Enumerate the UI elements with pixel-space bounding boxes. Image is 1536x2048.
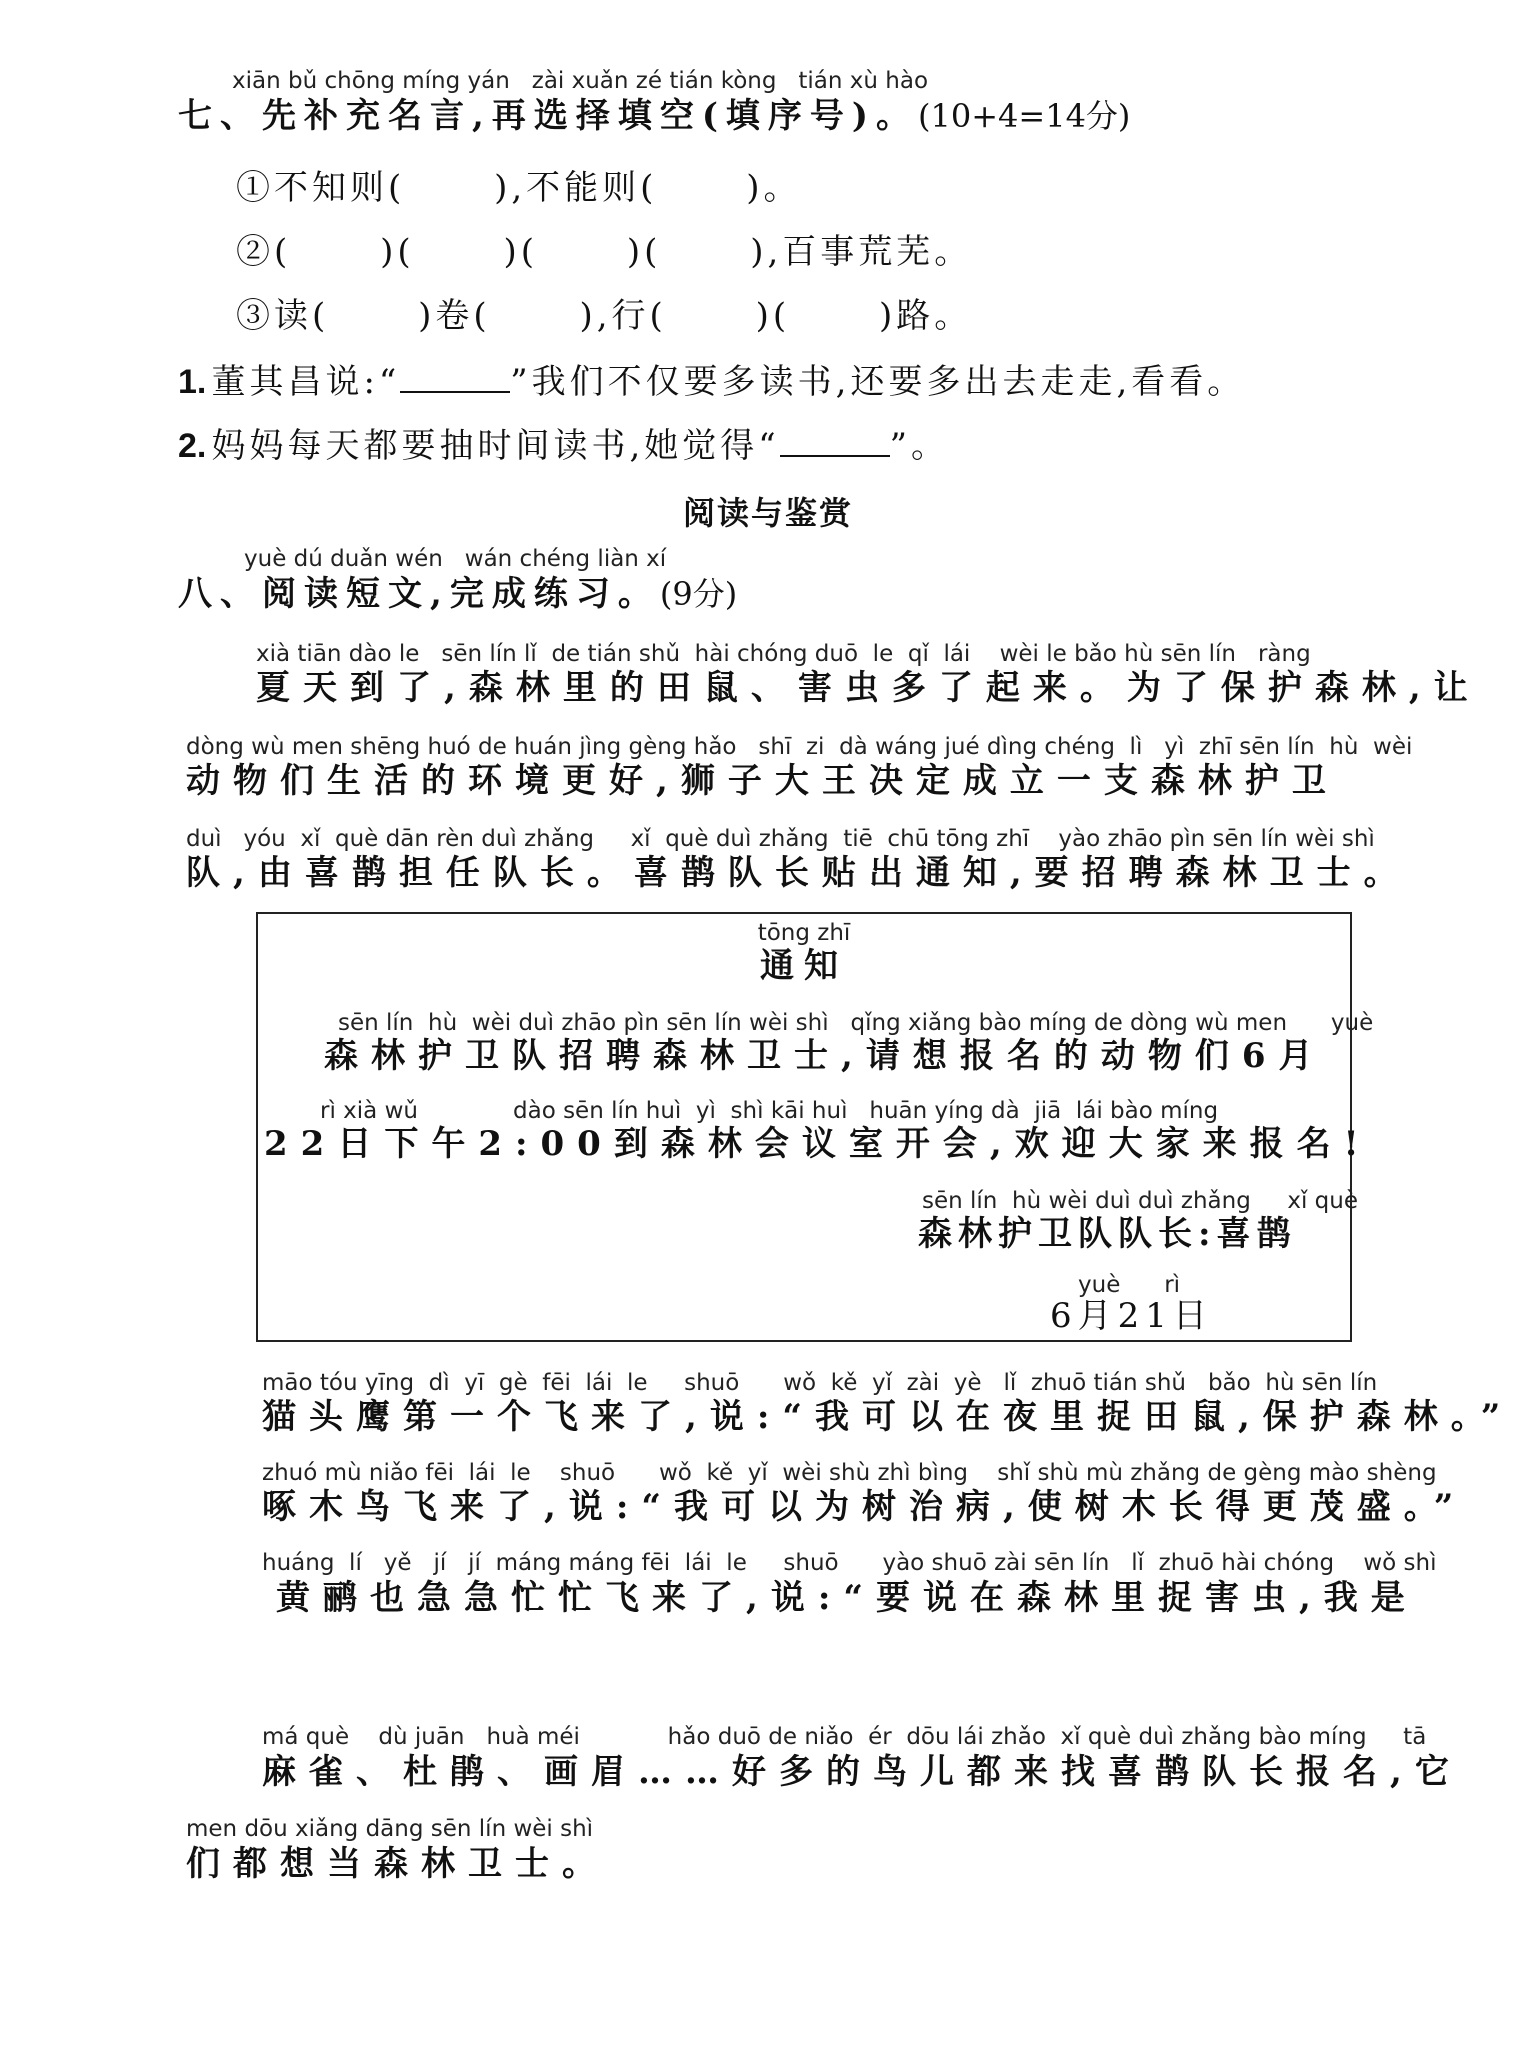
saying-item-2: ②( )( )( )( ),百事荒芜。 — [236, 232, 973, 272]
section7-pinyin: xiān bǔ chōng míng yán zài xuǎn zé tián kòng tián xù hào — [232, 68, 929, 94]
question-1 — [178, 364, 1245, 401]
story-line-5: 们都想当森林卫士。 — [186, 1844, 609, 1884]
passage-line-3-pinyin: duì yóu xǐ què dān rèn duì zhǎng xǐ què duì zhǎng tiē chū tōng zhī yào zhāo pìn sēn lín wèi shì — [186, 826, 1375, 852]
story-line-2: 啄木鸟飞来了,说:“我可以为树治病,使树木长得更茂盛。” — [262, 1487, 1467, 1527]
question-2-number: 2. — [178, 427, 207, 465]
notice-line-1-pinyin: sēn lín hù wèi duì zhāo pìn sēn lín wèi shì qǐng xiǎng bào míng de dòng wù men yuè — [338, 1010, 1374, 1036]
story-line-4: 麻雀、杜鹃、画眉……好多的鸟儿都来找喜鹊队长报名,它 — [262, 1752, 1462, 1792]
passage-line-2: 动物们生活的环境更好,狮子大王决定成立一支森林护卫 — [186, 761, 1339, 801]
passage-line-1-pinyin: xià tiān dào le sēn lín lǐ de tián shǔ hài chóng duō le qǐ lái wèi le bǎo hù sēn lín ràng — [256, 641, 1311, 667]
reading-section-header: 阅读与鉴赏 — [682, 494, 853, 532]
notice-title: 通知 — [760, 946, 848, 986]
notice-line-1: 森林护卫队招聘森林卫士,请想报名的动物们6月 — [324, 1036, 1326, 1076]
question-2-text-before: 妈妈每天都要抽时间读书,她觉得“ — [211, 426, 780, 466]
passage-line-1: 夏天到了,森林里的田鼠、害虫多了起来。为了保护森林,让 — [256, 668, 1481, 708]
question-1-text-after: ”我们不仅要多读书,还要多出去走走,看看。 — [510, 362, 1246, 402]
question-1-text-before: 董其昌说:“ — [211, 362, 401, 402]
story-line-1-pinyin: māo tóu yīng dì yī gè fēi lái le shuō wǒ kě yǐ zài yè lǐ zhuō tián shǔ bǎo hù sēn lín — [262, 1370, 1378, 1396]
story-line-3-pinyin: huáng lí yě jí jí máng máng fēi lái le shuō yào shuō zài sēn lín lǐ zhuō hài chóng wǒ shì — [262, 1550, 1437, 1576]
story-line-1: 猫头鹰第一个飞来了,说:“我可以在夜里捉田鼠,保护森林。” — [262, 1397, 1514, 1437]
notice-date-pinyin: yuè rì — [1078, 1272, 1181, 1298]
passage-line-2-pinyin: dòng wù men shēng huó de huán jìng gèng hǎo shī zi dà wáng jué dìng chéng lì yì zhī sēn lín hù wèi — [186, 734, 1413, 760]
notice-line-2: 22日下午2:00到森林会议室开会,欢迎大家来报名! — [264, 1124, 1372, 1164]
notice-line-2-pinyin: rì xià wǔ dào sēn lín huì yì shì kāi huì huān yíng dà jiā lái bào míng — [320, 1098, 1219, 1124]
saying-item-1: ①不知则( ),不能则( )。 — [236, 168, 802, 208]
notice-signature-pinyin: sēn lín hù wèi duì duì zhǎng xǐ què — [922, 1188, 1359, 1214]
question-2 — [178, 428, 949, 465]
notice-title-pinyin: tōng zhī — [757, 920, 851, 946]
story-line-5-pinyin: men dōu xiǎng dāng sēn lín wèi shì — [186, 1816, 594, 1842]
story-line-3: 黄鹂也急急忙忙飞来了,说:“要说在森林里捉害虫,我是 — [276, 1578, 1418, 1618]
section8-heading — [178, 576, 737, 613]
story-line-4-pinyin: má què dù juān huà méi hǎo duō de niǎo ér dōu lái zhǎo xǐ què duì zhǎng bào míng tā — [262, 1724, 1427, 1750]
story-line-2-pinyin: zhuó mù niǎo fēi lái le shuō wǒ kě yǐ wèi shù zhì bìng shǐ shù mù zhǎng de gèng mào shèng — [262, 1460, 1437, 1486]
answer-blank-1[interactable] — [400, 365, 510, 393]
saying-item-3: ③读( )卷( ),行( )( )路。 — [236, 296, 973, 336]
section8-pinyin: yuè dú duǎn wén wán chéng liàn xí — [244, 546, 667, 572]
notice-box — [256, 912, 1374, 1342]
notice-signature: 森林护卫队队长:喜鹊 — [918, 1214, 1297, 1254]
answer-blank-2[interactable] — [780, 429, 890, 457]
question-1-number: 1. — [178, 363, 207, 401]
section8-score: (9分) — [659, 575, 738, 613]
passage-line-3: 队,由喜鹊担任队长。喜鹊队长贴出通知,要招聘森林卫士。 — [186, 853, 1411, 893]
section8-title: 八、阅读短文,完成练习。 — [178, 574, 660, 614]
section7-heading — [178, 98, 1130, 135]
question-2-text-after: ”。 — [889, 426, 950, 466]
notice-date: 6月21日 — [1050, 1296, 1213, 1336]
section7-score: (10+4=14分) — [918, 97, 1131, 135]
section7-title: 七、先补充名言,再选择填空(填序号)。 — [178, 96, 919, 136]
